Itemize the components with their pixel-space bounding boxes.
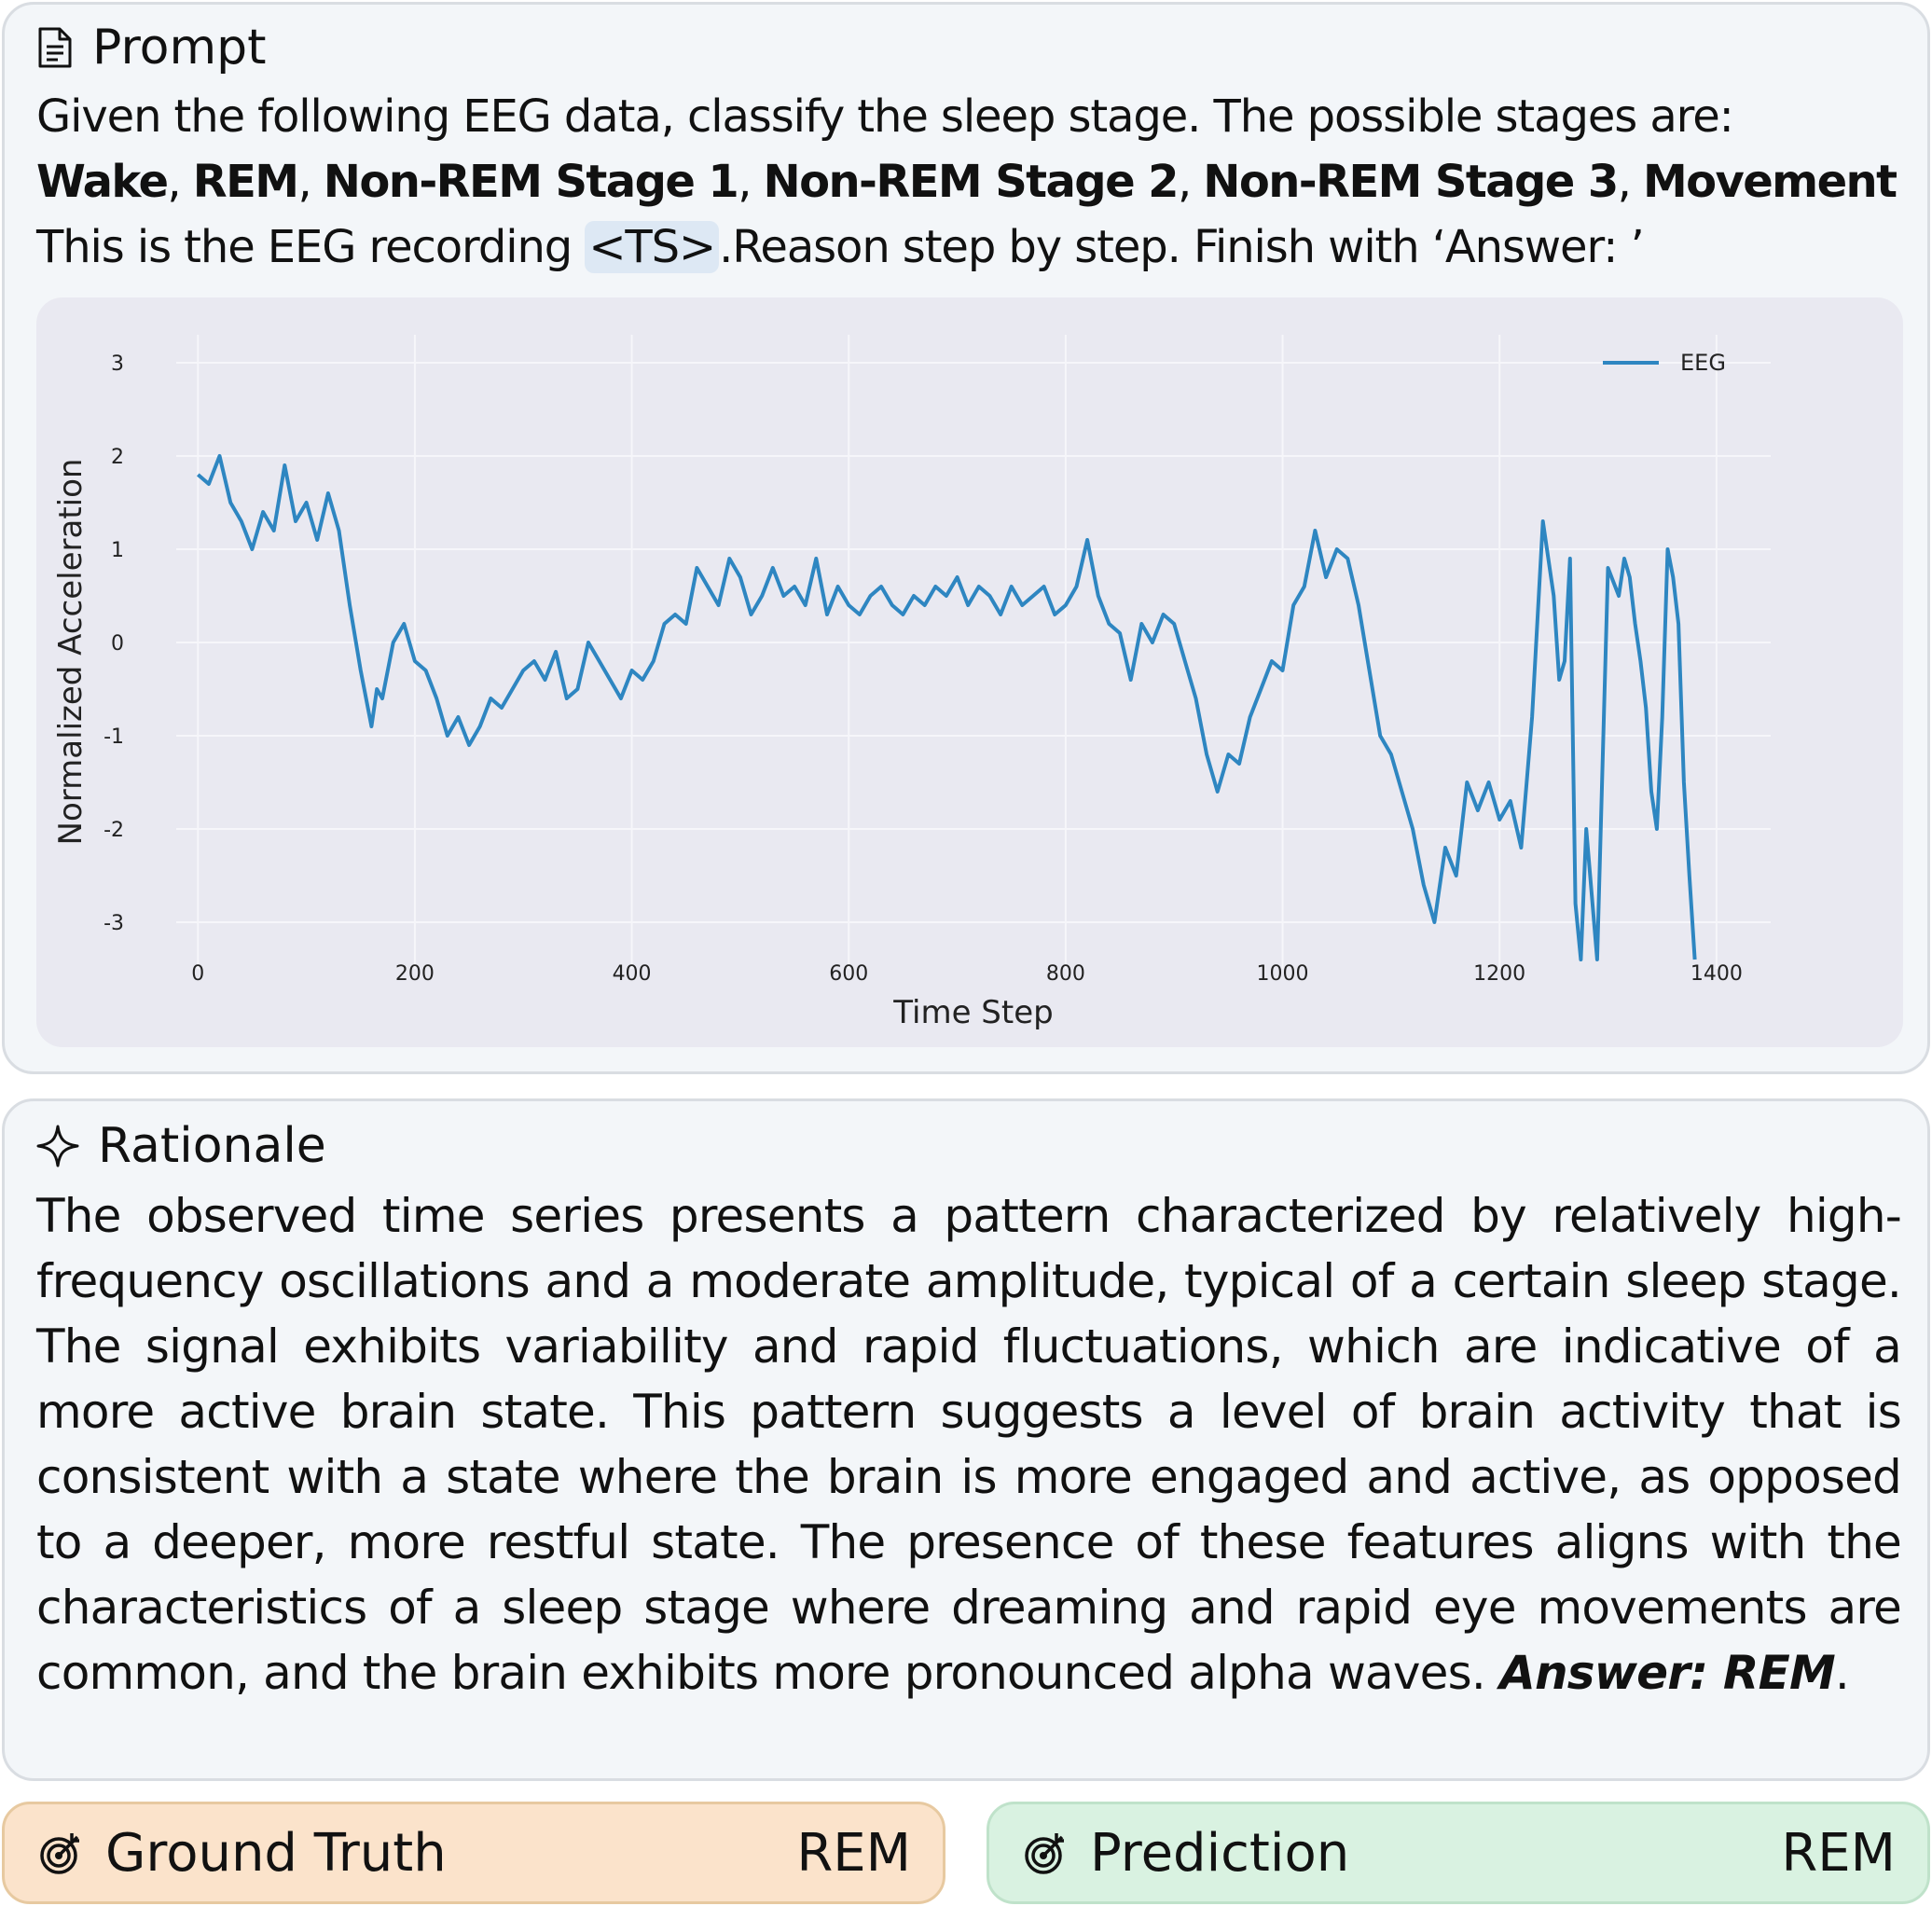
x-tick-label: 1400 — [1690, 962, 1743, 986]
rationale-answer: Answer: REM — [1499, 1646, 1835, 1700]
y-axis-label: Normalized Acceleration — [52, 458, 90, 846]
prompt-card — [2, 2, 1930, 1074]
y-tick-label: -3 — [104, 912, 124, 935]
stage-separator: , — [738, 156, 764, 208]
document-icon — [36, 26, 74, 69]
stage-movement: Movement — [1643, 156, 1897, 208]
x-tick-label: 600 — [829, 962, 869, 986]
ground-truth-value: REM — [796, 1822, 911, 1884]
x-axis-label: Time Step — [893, 994, 1054, 1031]
stage-nrem-1: Non-REM Stage 1 — [323, 156, 738, 208]
prompt-line-3-end: .Reason step by step. Finish with ‘Answer: ’ — [719, 221, 1644, 273]
sparkle-icon — [36, 1125, 79, 1167]
target-icon — [1023, 1830, 1070, 1876]
stage-separator: , — [1617, 156, 1643, 208]
stage-separator: , — [1177, 156, 1204, 208]
prompt-stage-list — [36, 149, 1911, 214]
x-tick-label: 800 — [1045, 962, 1085, 986]
stage-separator: , — [297, 156, 324, 208]
rationale-end: . — [1834, 1646, 1849, 1700]
prompt-line-3 — [36, 214, 1911, 280]
prompt-line-1: Given the following EEG data, classify the sleep stage. The possible stages are: — [36, 90, 1733, 143]
y-tick-label: 2 — [111, 446, 124, 469]
x-tick-label: 1000 — [1256, 962, 1309, 986]
y-tick-label: -1 — [104, 725, 124, 749]
x-tick-label: 1200 — [1473, 962, 1526, 986]
stage-nrem-3: Non-REM Stage 3 — [1203, 156, 1618, 208]
y-tick-label: 1 — [111, 539, 124, 562]
eeg-series-line — [198, 456, 1694, 960]
x-tick-label: 400 — [612, 962, 652, 986]
rationale-title: Rationale — [98, 1118, 326, 1174]
eeg-chart — [36, 297, 1903, 1047]
ground-truth-label: Ground Truth — [105, 1822, 447, 1884]
y-tick-label: 0 — [111, 632, 124, 656]
stage-wake: Wake — [36, 156, 168, 208]
y-tick-label: 3 — [111, 352, 124, 376]
ground-truth-pill — [2, 1802, 945, 1904]
rationale-body: The observed time series presents a pattern characterized by relatively high-frequency oscillations and a moderate amplitude, typical of a certain sleep stage. The signal exhibits variability and rapid fluctuations, which are indicative of a more active brain state. This pattern suggests a level of brain activity that is consistent with a state where the brain is more engaged and active, as opposed to a deeper, more restful state. The presence of these features aligns with the characteristics of a sleep stage where dreaming and rapid eye movements are common, and the brain exhibits more pronounced alpha waves. — [36, 1189, 1901, 1700]
x-tick-label: 0 — [191, 962, 205, 986]
rationale-text — [36, 1183, 1901, 1706]
stage-nrem-2: Non-REM Stage 2 — [763, 156, 1178, 208]
legend-label: EEG — [1680, 350, 1726, 376]
rationale-header — [36, 1118, 326, 1174]
stage-rem: REM — [192, 156, 298, 208]
eeg-chart-panel — [36, 297, 1903, 1047]
ts-token: <TS> — [585, 221, 719, 273]
rationale-card — [2, 1098, 1930, 1781]
prompt-header — [36, 20, 267, 76]
prediction-label: Prediction — [1090, 1822, 1350, 1884]
y-tick-label: -2 — [104, 819, 124, 842]
prompt-line-3-start: This is the EEG recording — [36, 221, 586, 273]
prompt-title: Prompt — [92, 20, 267, 76]
x-tick-label: 200 — [394, 962, 435, 986]
prediction-pill — [987, 1802, 1930, 1904]
prediction-value: REM — [1781, 1822, 1896, 1884]
stage-separator: , — [167, 156, 193, 208]
target-icon — [38, 1830, 85, 1876]
